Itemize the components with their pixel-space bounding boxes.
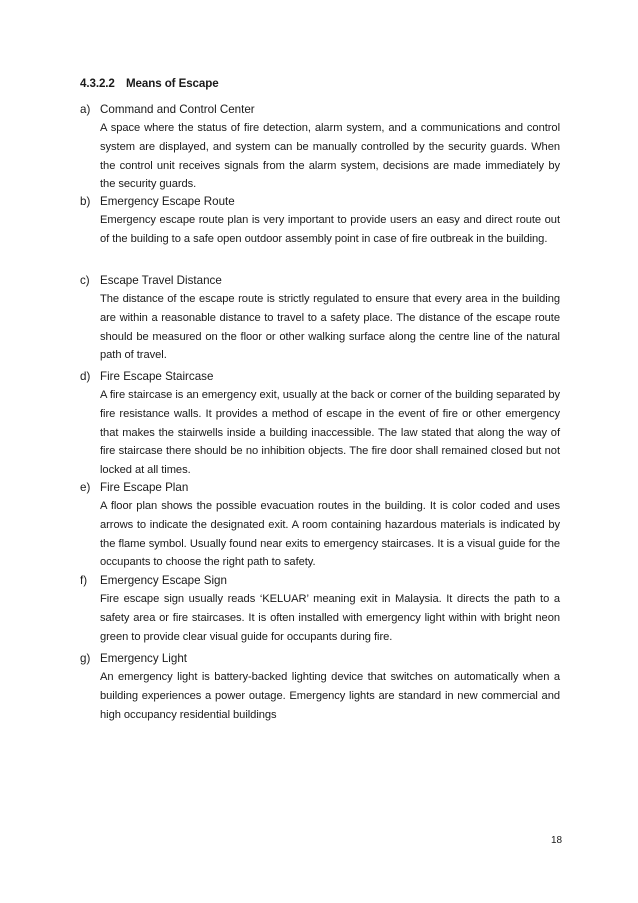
item-title: Emergency Escape Sign [100,574,227,587]
item-letter: a) [80,103,91,116]
list-item [80,572,560,646]
item-body: Emergency escape route plan is very important to provide users an easy and direct route out of the building to a safe open outdoor assembly point in case of fire outbreak in the building. [100,214,560,245]
item-letter: e) [80,481,91,494]
item-heading [80,650,560,668]
item-letter: b) [80,195,91,208]
item-body: A floor plan shows the possible evacuation routes in the building. It is color coded and uses arrows to indicate the designated exit. A room containing hazardous materials is indicated by the flame symbol. Usually found near exits to emergency staircases. It is a visual guide for the occupants to choose the right path to safety. [100,500,560,569]
item-body: The distance of the escape route is strictly regulated to ensure that every area in the building are within a reasonable distance to travel to a safety place. The distance of the escape route should be measured on the floor or other walking surface along the centre line of the natural path of travel. [100,293,560,362]
item-title: Command and Control Center [100,103,255,116]
item-heading [80,479,560,497]
list-item [80,101,560,194]
item-letter: d) [80,370,91,383]
item-letter: g) [80,652,91,665]
item-body: A space where the status of fire detection, alarm system, and a communications and control system are displayed, and system can be manually controlled by the security guards. When the control unit receives signals from the alarm system, decisions are made immediately by the security guards. [100,122,560,191]
item-title: Emergency Escape Route [100,195,235,208]
list-item [80,479,560,572]
page-number: 18 [551,835,563,846]
section-heading [80,77,219,90]
list-item [80,650,560,724]
item-heading [80,572,560,590]
item-body: Fire escape sign usually reads ‘KELUAR’ meaning exit in Malaysia. It directs the path to a safety area or fire staircases. It is often installed with emergency light within with bright neon green to provide clear visual guide for occupants during fire. [100,593,560,643]
list-item [80,272,560,365]
item-letter: f) [80,574,88,587]
section-number: 4.3.2.2 [80,77,115,90]
list-item [80,193,560,249]
list-item [80,368,560,480]
item-heading [80,272,560,290]
item-title: Escape Travel Distance [100,274,222,287]
item-heading [80,101,560,119]
section-title: Means of Escape [126,77,219,90]
item-heading [80,368,560,386]
item-letter: c) [80,274,90,287]
item-heading [80,193,560,211]
item-body: An emergency light is battery-backed lighting device that switches on automatically when a building experiences a power outage. Emergency lights are standard in new commercial and high occupancy residential buildings [100,671,560,721]
item-title: Emergency Light [100,652,187,665]
item-title: Fire Escape Staircase [100,370,214,383]
item-body: A fire staircase is an emergency exit, usually at the back or corner of the building separated by fire resistance walls. It provides a method of escape in the event of fire or other emergency that makes the stairwells inside a building inaccessible. The law stated that along the way of fire staircase there should be no inhibition objects. The fire door shall remained closed but not locked at all times. [100,389,560,477]
item-title: Fire Escape Plan [100,481,189,494]
